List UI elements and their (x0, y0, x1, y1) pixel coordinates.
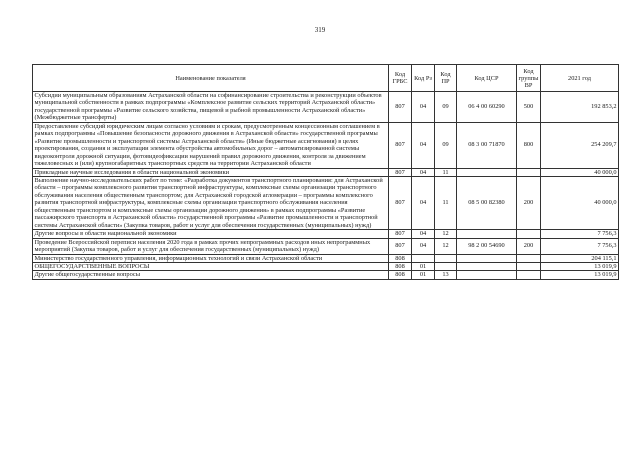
row-amount: 40 000,0 (541, 168, 619, 176)
table-header-row (33, 65, 619, 92)
row-vr (517, 262, 541, 270)
row-vr: 200 (517, 176, 541, 229)
row-csr (457, 168, 517, 176)
row-pr: 12 (435, 238, 457, 254)
row-grbs: 807 (389, 238, 412, 254)
row-amount: 13 019,9 (541, 262, 619, 270)
row-rz: 04 (412, 230, 435, 238)
row-amount: 254 209,7 (541, 122, 619, 168)
row-csr: 08 3 00 71870 (457, 122, 517, 168)
row-name: Предоставление субсидий юридическим лицам согласно условиям и срокам, предусмотренным концессионным соглашением в рамках подпрограммы «Повышение безопасности дорожного движения в Астраханской области» государственной программы «Развитие промышленности и транспортной системы Астраханской области» (Иные бюджетные ассигнования) в целях проектирования, создания и эксплуатации элемента обустройства автомобильных дорог – автоматизированной системы видеоконтроля дорожной ситуации, фотовидеофиксации нарушений правил дорожного движения, контроля за движением тяжеловесных и (или) крупногабаритных транспортных средств на территории Астраханской области (33, 122, 389, 168)
row-csr: 06 4 00 60290 (457, 92, 517, 123)
row-name: ОБЩЕГОСУДАРСТВЕННЫЕ ВОПРОСЫ (33, 262, 389, 270)
header-year: 2021 год (541, 65, 619, 92)
row-vr: 200 (517, 238, 541, 254)
row-pr: 12 (435, 230, 457, 238)
row-amount: 40 000,0 (541, 176, 619, 229)
row-rz: 04 (412, 176, 435, 229)
row-vr (517, 168, 541, 176)
row-vr (517, 230, 541, 238)
table-row (33, 271, 619, 279)
row-rz: 04 (412, 238, 435, 254)
row-csr (457, 254, 517, 262)
row-grbs: 807 (389, 122, 412, 168)
row-name: Министерство государственного управления, информационных технологий и связи Астраханской области (33, 254, 389, 262)
table-row (33, 122, 619, 168)
row-grbs: 808 (389, 271, 412, 279)
row-amount: 192 853,2 (541, 92, 619, 123)
budget-table (32, 64, 619, 280)
table-row (33, 168, 619, 176)
table-row (33, 262, 619, 270)
row-grbs: 808 (389, 262, 412, 270)
row-vr: 500 (517, 92, 541, 123)
row-vr (517, 271, 541, 279)
table-row (33, 230, 619, 238)
row-amount: 7 756,3 (541, 238, 619, 254)
header-vr: Код группы ВР (517, 65, 541, 92)
row-vr: 800 (517, 122, 541, 168)
row-csr (457, 271, 517, 279)
row-amount: 204 115,1 (541, 254, 619, 262)
row-pr (435, 262, 457, 270)
row-vr (517, 254, 541, 262)
row-name: Субсидии муниципальным образованиям Астраханской области на софинансирование строительства и реконструкции объектов муниципальной собственности в рамках подпрограммы «Комплексное развитие сельских территорий Астраханской области» государственной программы «Развитие сельского хозяйства, пищевой и рыбной промышленности Астраханской области» (Межбюджетные трансферты) (33, 92, 389, 123)
row-csr (457, 262, 517, 270)
row-csr: 08 5 00 82380 (457, 176, 517, 229)
row-name: Проведение Всероссийской переписи населения 2020 года в рамках прочих непрограммных расходов иных непрограммных мероприятий (Закупка товаров, работ и услуг для обеспечения государственных (муниципальных) нужд) (33, 238, 389, 254)
row-grbs: 807 (389, 168, 412, 176)
row-pr: 11 (435, 168, 457, 176)
row-rz: 04 (412, 168, 435, 176)
row-pr: 11 (435, 176, 457, 229)
row-amount: 7 756,3 (541, 230, 619, 238)
row-name: Другие общегосударственные вопросы (33, 271, 389, 279)
row-name: Прикладные научные исследования в области национальной экономики (33, 168, 389, 176)
header-pr: Код ПР (435, 65, 457, 92)
row-rz: 01 (412, 271, 435, 279)
row-csr: 98 2 00 54690 (457, 238, 517, 254)
row-rz: 01 (412, 262, 435, 270)
row-pr: 09 (435, 92, 457, 123)
page-number: 319 (314, 26, 326, 34)
header-rz: Код Рз (412, 65, 435, 92)
header-csr: Код ЦСР (457, 65, 517, 92)
row-name: Другие вопросы в области национальной экономики (33, 230, 389, 238)
row-grbs: 807 (389, 92, 412, 123)
row-grbs: 807 (389, 176, 412, 229)
row-amount: 13 019,9 (541, 271, 619, 279)
row-pr (435, 254, 457, 262)
row-rz: 04 (412, 122, 435, 168)
row-grbs: 807 (389, 230, 412, 238)
row-grbs: 808 (389, 254, 412, 262)
header-grbs: Код ГРБС (389, 65, 412, 92)
table-row (33, 254, 619, 262)
table-row (33, 176, 619, 229)
row-rz (412, 254, 435, 262)
row-pr: 09 (435, 122, 457, 168)
table-row (33, 92, 619, 123)
row-name: Выполнение научно-исследовательских работ по теме: «Разработка документов транспортного планирования: для Астраханской области – программы комплексного развития транспортной инфраструктуры, комплексные схемы организации транспортного обслуживания населения общественным транспортом; для Астраханской городской агломерации – программы комплексного развития транспортной инфраструктуры, комплексные схемы организации транспортного обслуживания населения общественным транспортом и комплексные схемы организации дорожного движения» в рамках подпрограммы «Развитие пассажирского транспорта в Астраханской области» государственной программы «Развитие промышленности и транспортной системы Астраханской области» (Закупка товаров, работ и услуг для обеспечения государственных (муниципальных) нужд) (33, 176, 389, 229)
row-csr (457, 230, 517, 238)
row-rz: 04 (412, 92, 435, 123)
table-row (33, 238, 619, 254)
header-name: Наименование показателя (33, 65, 389, 92)
row-pr: 13 (435, 271, 457, 279)
